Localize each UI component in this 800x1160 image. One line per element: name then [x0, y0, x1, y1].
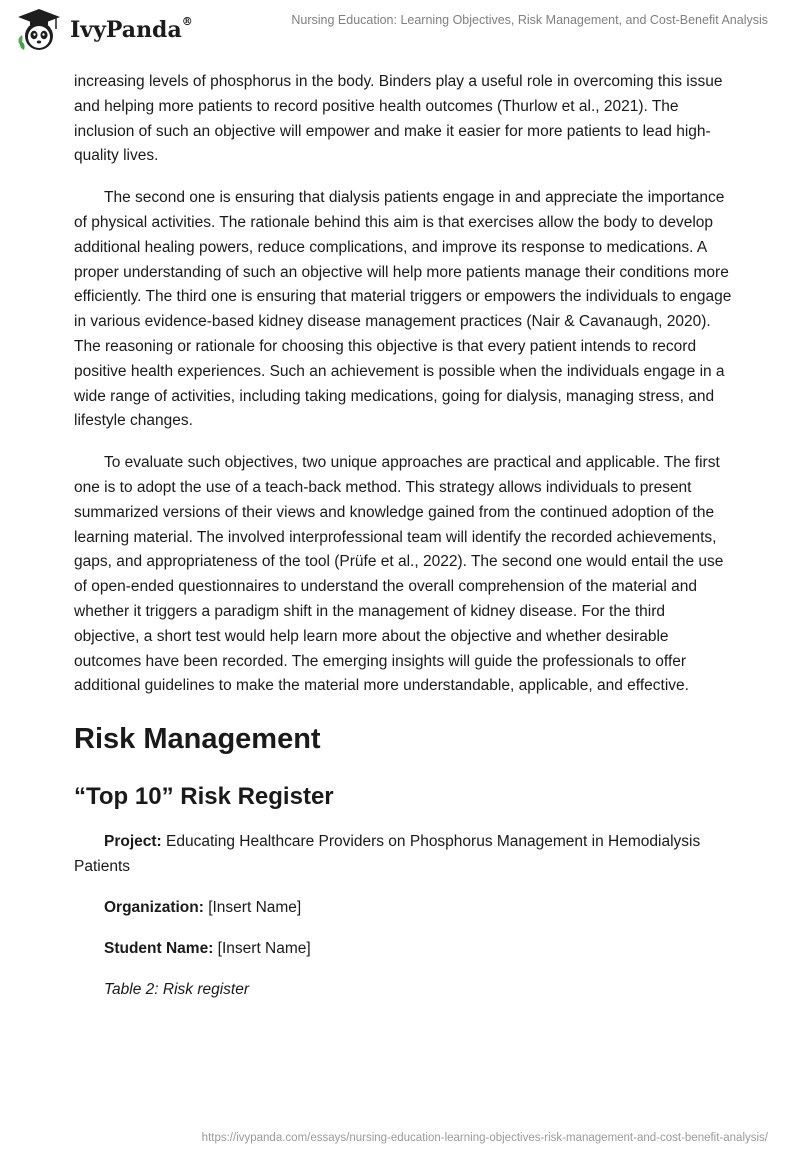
essay-content — [74, 70, 734, 1002]
section-heading: Risk Management — [74, 723, 321, 756]
organization-line — [74, 895, 734, 920]
paragraph: increasing levels of phosphorus in the body. Binders play a useful role in overcoming this issue and helping more patients to record positive health outcomes (Thurlow et al., 2021). The inclusion of such an objective will empower and make it easier for more patients to lead high-quality lives. — [74, 73, 723, 165]
project-value: Educating Healthcare Providers on Phosphorus Management in Hemodialysis Patients — [74, 833, 701, 876]
student-value: [Insert Name] — [213, 940, 311, 958]
paragraph: The second one is ensuring that dialysis patients engage in and appreciate the importance of physical activities. The rationale behind this aim is that exercises allow the body to develop additional healing powers, reduce complications, and improve its response to medications. A proper understanding of such an objective will help more patients manage their conditions more efficiently. The third one is ensuring that material triggers or empowers the individuals to engage in various evidence-based kidney disease management practices (Nair & Cavanaugh, 2020). The reasoning or rationale for choosing this objective is that every patient intends to record positive health experiences. Such an achievement is possible when the individuals engage in a wide range of activities, including taking medications, going for dialysis, managing stress, and lifestyle changes. — [74, 189, 732, 430]
document-title: Nursing Education: Learning Objectives, Risk Management, and Cost-Benefit Analysis — [291, 13, 768, 27]
student-label: Student Name: — [104, 940, 214, 958]
table-caption: Table 2: Risk register — [104, 981, 250, 999]
project-line — [74, 829, 734, 879]
ivypanda-logo[interactable] — [14, 7, 193, 53]
page-header — [0, 0, 800, 64]
organization-label: Organization: — [104, 899, 204, 917]
student-line — [74, 936, 734, 961]
subsection-heading: “Top 10” Risk Register — [74, 783, 334, 811]
project-label: Project: — [104, 833, 162, 851]
source-url[interactable]: https://ivypanda.com/essays/nursing-education-learning-objectives-risk-management-and-cost-benefit-analysis/ — [201, 1132, 768, 1144]
organization-value: [Insert Name] — [203, 899, 302, 917]
logo-text: IvyPanda® — [70, 15, 193, 43]
registered-mark: ® — [181, 15, 193, 28]
paragraph: To evaluate such objectives, two unique approaches are practical and applicable. The first one is to adopt the use of a teach-back method. This strategy allows individuals to present summarized versions of their views and knowledge gained from the continued adoption of the learning material. The involved interprofessional team will identify the recorded achievements, gaps, and appropriateness of the tool (Prüfe et al., 2022). The second one would entail the use of open-ended questionnaires to understand the overall comprehension of the material and whether it triggers a paradigm shift in the management of kidney disease. For the third objective, a short test would help learn more about the objective and whether desirable outcomes have been recorded. The emerging insights will guide the professionals to offer additional guidelines to make the material more understandable, applicable, and effective. — [74, 454, 724, 695]
panda-icon — [14, 7, 64, 53]
